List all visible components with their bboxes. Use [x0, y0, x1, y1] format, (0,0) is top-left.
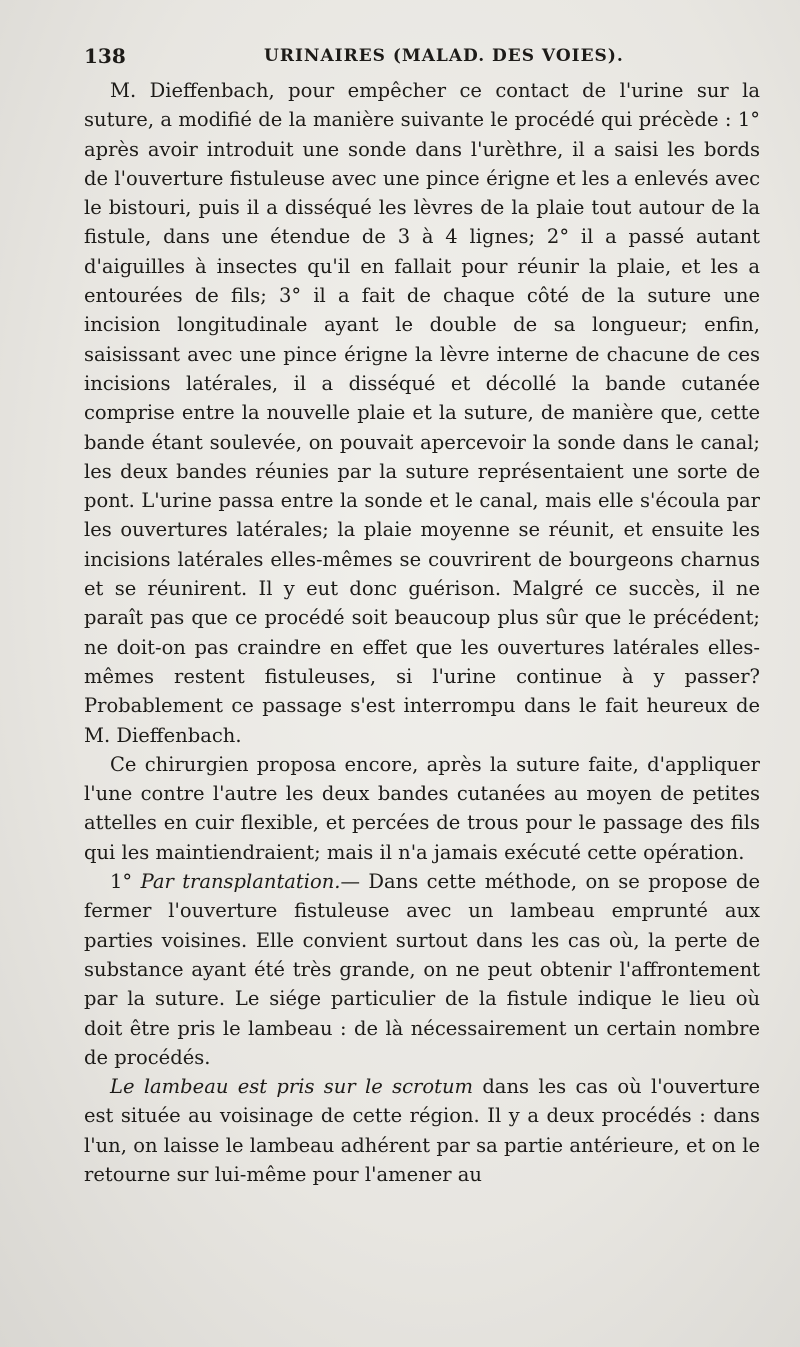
- paragraph-4-text: dans les cas où l'ouverture est située au voisinage de cette région. Il y a deux procédés : dans l'un, on laisse le lambeau adhérent par sa partie antérieure, et on le retourne sur lui-même pour l'amener au: [84, 1075, 760, 1186]
- running-head: [84, 36, 760, 76]
- paragraph-3-section-title: Par transplantation.: [140, 870, 341, 894]
- paragraph-3-prefix: 1°: [110, 870, 141, 894]
- paragraph-2: [84, 750, 760, 867]
- running-title: URINAIRES (MALAD. DES VOIES).: [264, 46, 624, 66]
- paragraph-4-lead: Le lambeau est pris sur le scrotum: [110, 1075, 473, 1099]
- paragraph-1-text: M. Dieffenbach, pour empêcher ce contact de l'urine sur la suture, a modifié de la manière suivante le procédé qui précède : 1° après avoir introduit une sonde dans l'urèthre, il a saisi les bords de l'ouverture fistuleuse avec une pince érigne et les a enlevés avec le bistouri, puis il a disséqué les lèvres de la plaie tout autour de la fistule, dans une étendue de 3 à 4 lignes; 2° il a passé autant d'aiguilles à insectes qu'il en fallait pour réunir la plaie, et les a entourées de fils; 3° il a fait de chaque côté de la suture une incision longitudinale ayant le double de sa longueur; enfin, saisissant avec une pince érigne la lèvre interne de chacune de ces incisions latérales, il a disséqué et décollé la bande cutanée comprise entre la nouvelle plaie et la suture, de manière que, cette bande étant soulevée, on pouvait apercevoir la sonde dans le canal; les deux bandes réunies par la suture représentaient une sorte de pont. L'urine passa entre la sonde et le canal, mais elle s'écoula par les ouvertures latérales; la plaie moyenne se réunit, et ensuite les incisions latérales elles-mêmes se couvrirent de bourgeons charnus et se réunirent. Il y eut donc guérison. Malgré ce succès, il ne paraît pas que ce procédé soit beaucoup plus sûr que le précédent; ne doit-on pas craindre en effet que les ouvertures latérales elles-mêmes restent fistuleuses, si l'urine continue à y passer? Probablement ce passage s'est interrompu dans le fait heureux de M. Dieffenbach.: [84, 79, 760, 747]
- paragraph-3-text: — Dans cette méthode, on se propose de fermer l'ouverture fistuleuse avec un lambeau emprunté aux parties voisines. Elle convient surtout dans les cas où, la perte de substance ayant été très grande, on ne peut obtenir l'affrontement par la suture. Le siége particulier de la fistule indique le lieu où doit être pris le lambeau : de là nécessairement un certain nombre de procédés.: [84, 870, 760, 1069]
- paragraph-4: [84, 1072, 760, 1189]
- body-text: [84, 76, 760, 1189]
- page-number: 138: [84, 44, 126, 68]
- paragraph-2-text: Ce chirurgien proposa encore, après la suture faite, d'appliquer l'une contre l'autre les deux bandes cutanées au moyen de petites attelles en cuir flexible, et percées de trous pour le passage des fils qui les maintiendraient; mais il n'a jamais exécuté cette opération.: [84, 752, 760, 864]
- paragraph-1: [84, 76, 760, 750]
- paragraph-3: [84, 867, 760, 1072]
